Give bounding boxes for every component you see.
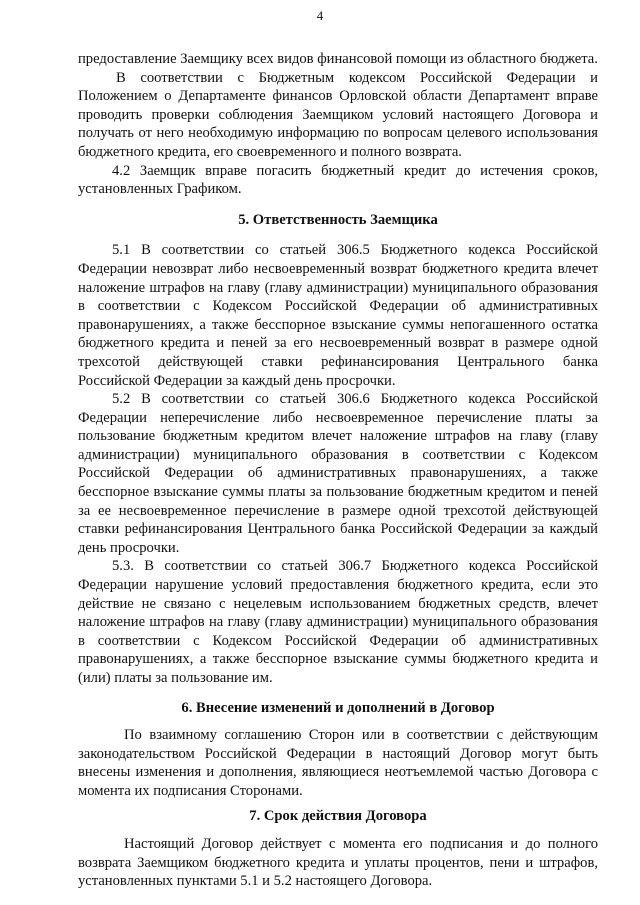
section-5-heading: 5. Ответственность Заемщика <box>238 211 438 228</box>
section-7-heading: 7. Срок действия Договора <box>249 807 427 824</box>
section-6-heading: 6. Внесение изменений и дополнений в Договор <box>181 699 495 716</box>
paragraph-department-rights: В соответствии с Бюджетным кодексом Российской Федерации и Положением о Департаменте финансов Орловской области Департамент вправе проводить проверки соблюдения Заемщиком условий настоящего Договора и получать от него необходимую информацию по вопросам целевого использования бюджетного кредита, его своевременного и полного возврата. <box>78 69 598 160</box>
paragraph-7: Настоящий Договор действует с момента его подписания и до полного возврата Заемщиком бюджетного кредита и уплаты процентов, пени и штрафов, установленных пунктами 5.1 и 5.2 настоящего Договора. <box>78 836 598 890</box>
paragraph-5-1: 5.1 В соответствии со статьей 306.5 Бюджетного кодекса Российской Федерации невозврат либо несвоевременный возврат бюджетного кредита влечет наложение штрафов на главу (главу администрации) муниципального образования в соответствии с Кодексом Российской Федерации об административных правонарушениях, а также бесспорное взыскание суммы непогашенного остатка бюджетного кредита и пеней за его несвоевременный возврат в размере одной трехсотой действующей ставки рефинансирования Центрального банка Российской Федерации за каждый день просрочки. <box>78 242 598 389</box>
paragraph-5-3: 5.3. В соответствии со статьей 306.7 Бюджетного кодекса Российской Федерации нарушение условий предоставления бюджетного кредита, если это действие не связано с нецелевым использованием бюджетных средств, влечет наложение штрафов на главу (главу администрации) муниципального образования в соответствии с Кодексом Российской Федерации об административных правонарушениях, а также бесспорное взыскание суммы бюджетного кредита и (или) платы за пользование им. <box>78 558 598 686</box>
paragraph-5-2: 5.2 В соответствии со статьей 306.6 Бюджетного кодекса Российской Федерации неперечисление либо несвоевременное перечисление платы за пользование бюджетным кредитом влечет наложение штрафов на главу (главу администрации) муниципального образования в соответствии с Кодексом Российской Федерации об административных правонарушениях, а также бесспорное взыскание суммы платы за пользование бюджетным кредитом и пеней за ее несвоевременное перечисление в размере одной трехсотой действующей ставки рефинансирования Центрального банка Российской Федерации за каждый день просрочки. <box>78 391 598 556</box>
page-number: 4 <box>316 8 324 23</box>
document-body <box>78 50 598 891</box>
paragraph-financial-aid: предоставление Заемщику всех видов финансовой помощи из областного бюджета. <box>78 51 598 67</box>
paragraph-6: По взаимному соглашению Сторон или в соответствии с действующим законодательством Российской Федерации в настоящий Договор могут быть внесены изменения и дополнения, являющиеся неотъемлемой частью Договора с момента их подписания Сторонами. <box>78 727 598 799</box>
paragraph-4-2: 4.2 Заемщик вправе погасить бюджетный кредит до истечения сроков, установленных Графиком. <box>78 162 598 198</box>
